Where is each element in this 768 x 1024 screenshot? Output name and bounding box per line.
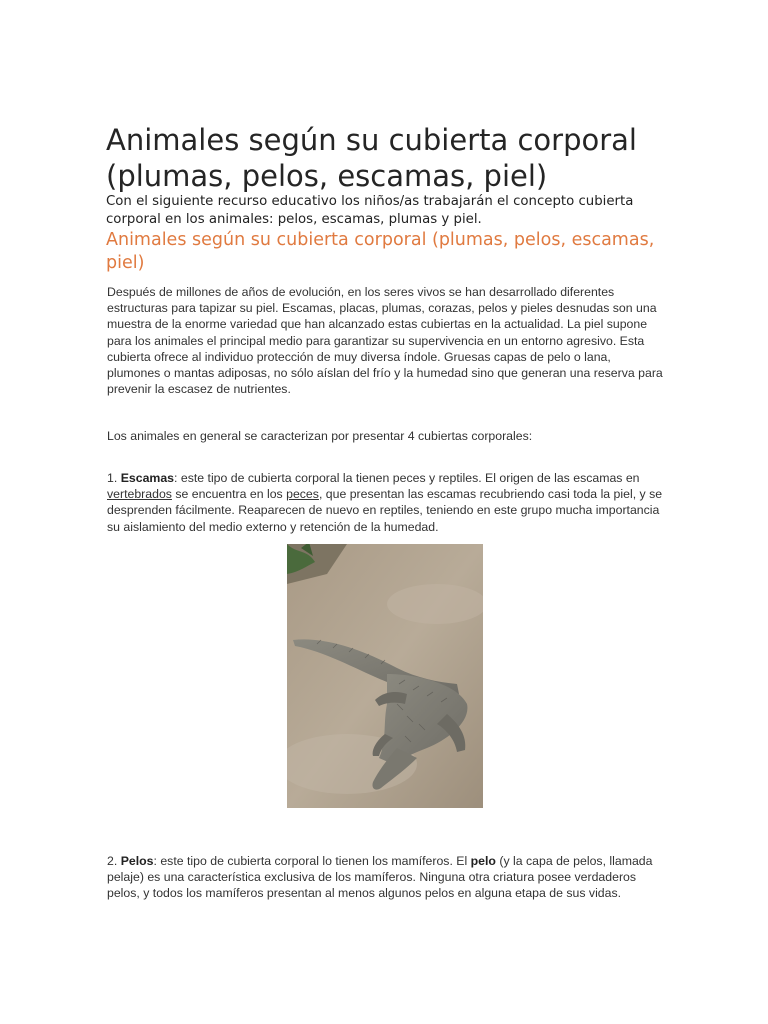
crocodile-photo bbox=[287, 544, 483, 808]
link-vertebrados[interactable]: vertebrados bbox=[107, 487, 172, 502]
link-peces[interactable]: peces bbox=[286, 487, 319, 502]
paragraph-four-coverings: Los animales en general se caracterizan por presentar 4 cubiertas corporales: bbox=[107, 429, 533, 443]
section-subtitle: Animales según su cubierta corporal (plumas, pelos, escamas, piel) bbox=[106, 230, 655, 273]
item-text: : este tipo de cubierta corporal lo tienen los mamíferos. El bbox=[153, 854, 471, 868]
item-escamas bbox=[107, 470, 663, 535]
paragraph-evolution: Después de millones de años de evolución, en los seres vivos se han desarrollado diferentes estructuras para tapizar su piel. Escamas, placas, plumas, corazas, pelos y pieles desnudas son una muestra de la enorme variedad que han alcanzado estas cubiertas en la actualidad. La piel supone para los animales el principal medio para garantizar su supervivencia en un entorno agresivo. Esta cubierta ofrece al individuo protección de muy diversa índole. Gruesas capas de pelo o lana, plumones o mantas adiposas, no sólo aíslan del frío y la humedad sino que generan una reserva para prevenir la escasez de nutrientes. bbox=[107, 285, 663, 397]
item-text: : este tipo de cubierta corporal la tienen peces y reptiles. El origen de las escamas en bbox=[174, 471, 640, 485]
page-title: Animales según su cubierta corporal (plumas, pelos, escamas, piel) bbox=[106, 123, 637, 193]
item-text: se encuentra en los bbox=[171, 487, 287, 502]
term-pelo: pelo bbox=[470, 854, 496, 868]
item-pelos bbox=[107, 853, 663, 902]
item-number: 1. bbox=[107, 471, 121, 485]
intro-text: Con el siguiente recurso educativo los niños/as trabajarán el concepto cubierta corporal en los animales: pelos, escamas, plumas y piel. bbox=[106, 194, 634, 227]
item-text: (y la capa de pelos, llamada pelaje) es una característica exclusiva de los mamíferos. Ninguna otra criatura posee verdaderos pelos, y todos los mamíferos presentan al menos algunos pelos en alguna etapa de sus vidas. bbox=[107, 854, 653, 901]
term-escamas: Escamas bbox=[120, 471, 175, 485]
item-number: 2. bbox=[107, 854, 121, 868]
term-pelos: Pelos bbox=[120, 854, 154, 868]
item-text: , que presentan las escamas recubriendo casi toda la piel, y se desprenden fácilmente. Reaparecen de nuevo en reptiles, teniendo en este grupo mucha importancia su aislamiento del medio externo y retención de la humedad. bbox=[107, 487, 663, 534]
